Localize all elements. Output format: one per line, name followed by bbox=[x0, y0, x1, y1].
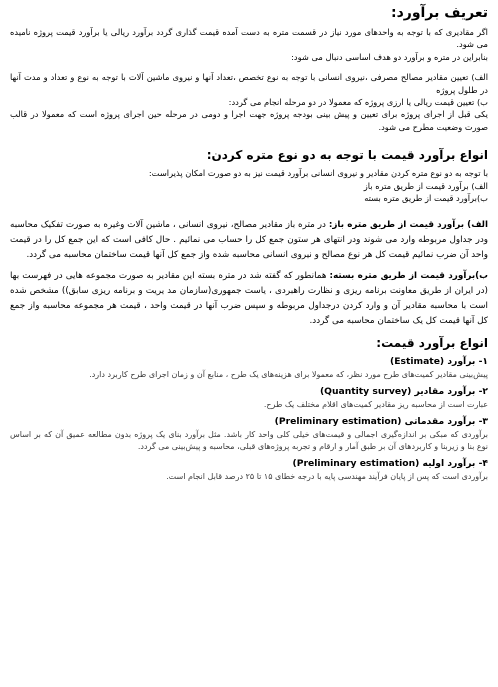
estimate-kind-3-title: ۳- برآورد مقدماتی bbox=[404, 416, 488, 428]
open-measurement-text: در متره باز مقادیر مصالح، نیروی انسانی ، ماشین آلات وغیره به صورت تفکیک محاسبه ودر جداول مربوطه وارد می شوند ودر انتهای هر ستون جمع کل را حساب می نمائیم . حال کافی است که این جمع کل را در قیمت واحد آن ضرب نمائیم قیمت کل هر نوع مصالح و نیروی انسانی محاسبه شده واز جمع کل آنها قیمت ساختمان محاسبه می گردد. bbox=[10, 220, 488, 261]
closed-measurement-lead: ب)برآورد قیمت از طریق متره بسته: bbox=[329, 271, 488, 282]
estimate-type-open: الف) برآورد قیمت از طریق متره باز bbox=[363, 180, 488, 191]
definition-heading: تعریف برآورد: bbox=[391, 5, 488, 21]
definition-goal-a: الف) تعیین مقادیر مصالح مصرفی ،نیروی انسانی با توجه به نوع تخصص ،تعداد آنها و نیروی ماشین آلات با توجه به نوع و تعداد و مدت آنها در طلول پروژه bbox=[10, 72, 488, 95]
open-measurement-lead: الف) برآورد قیمت از طریق متره باز: bbox=[328, 220, 488, 231]
estimate-kind-1-title: ۱- برآورد bbox=[447, 356, 488, 368]
estimate-kind-2-title: ۲- برآورد مقادیر bbox=[414, 386, 488, 398]
estimate-kind-4-title: ۴- برآورد اولیه bbox=[422, 458, 488, 470]
definition-goal-b-detail: یکی قبل از اجرای پروژه برای تعیین و پیش بینی بودجه پروژه جهت اجرا و دومی در مرحله حین اجرای پروژه است که معمولا در قالب صورت وضعیت مطرح می شود. bbox=[10, 109, 488, 132]
closed-measurement-text: همانطور که گفته شد در متره بسته این مقادیر به صورت مجموعه هایی در فهرست بها (در ایران از طریق معاونت برنامه ریزی و نظارت راهبردی ، یاست جمهوری(سازمان مد یریت و برنامه ریزی سابق)) مشخص شده است با محاسبه مقادیر آن و وارد کردن درجداول مربوطه و سپس ضرب آنها در قیمت واحد ، قیمت هر مجموعه محاسبه واز جمع کل آنها قیمت کل یک ساختمان محاسبه می گردد. bbox=[10, 271, 488, 327]
estimate-types-heading: انواع برآورد قیمت با توجه به دو نوع متره کردن: bbox=[206, 148, 488, 163]
estimate-kind-2-text: عبارت است از محاسبه ریز مقادیر کمیت‌های اقلام مختلف یک طرح. bbox=[263, 399, 488, 409]
estimate-kind-4-english: (Preliminary estimation) bbox=[292, 458, 420, 470]
open-measurement-paragraph bbox=[10, 218, 488, 263]
estimate-kind-4-heading bbox=[10, 457, 488, 471]
definition-goals-intro: بنابراین در متره و برآورد دو هدف اساسی دنبال می شود: bbox=[291, 51, 488, 62]
estimate-kind-3-english: (Preliminary estimation) bbox=[274, 416, 402, 428]
estimate-kind-1-text: پیش‌بینی مقادیر کمیت‌های طرح مورد نظر، که معمولا برای هزینه‌های یک طرح ، منابع آن و زمان اجرای طرح کاربرد دارد. bbox=[89, 369, 488, 379]
estimate-kind-4-text: برآوردی است که پس از پایان فرآیند مهندسی پایه با درجه خطای ۱۵ تا ۲۵ درصد قابل انجام است. bbox=[166, 471, 488, 481]
estimate-type-closed: ب)برآورد قیمت از طریق متره بسته bbox=[364, 193, 488, 204]
estimate-kind-3-heading bbox=[10, 415, 488, 429]
estimate-kind-1-english: (Estimate) bbox=[390, 356, 445, 368]
estimate-kind-3-text: برآوردی که مبکی بر اندازه‌گیری اجمالی و قیمت‌های خیلی کلی واحد کار باشد. مثل برآورد بنای یک پروژه بدون مطالعه عمیق آن که بر اساس نوع بنا و زیربنا و کاربردهای آن بر طبق آمار و ارقام و تجربه پروژه‌های قبلی، محاسبه و پیش‌بینی می گردد. bbox=[10, 429, 488, 451]
estimate-kind-2-english: (Quantity survey) bbox=[319, 386, 412, 398]
definition-paragraph: اگر مقادیری که با توجه به واحدهای مورد نیاز در قسمت متره به دست آمده قیمت گذاری گردد برآورد ریالی یا برآورد قیمت پروژه نامیده می شود. bbox=[10, 27, 488, 50]
estimate-kind-1-heading bbox=[10, 355, 488, 369]
estimate-kinds-heading: انواع برآورد قیمت: bbox=[376, 336, 488, 351]
estimate-kind-2-heading bbox=[10, 385, 488, 399]
estimate-types-intro: با توجه به دو نوع متره کردن مقادیر و نیروی انسانی برآورد قیمت نیز به دو صورت امکان پذیراست: bbox=[148, 168, 488, 179]
definition-goal-b: ب) تعیین قیمت ریالی یا ارزی پروژه که معمولا در دو مرحله انجام می گردد: bbox=[228, 97, 488, 108]
document bbox=[10, 4, 488, 483]
closed-measurement-paragraph bbox=[10, 269, 488, 329]
